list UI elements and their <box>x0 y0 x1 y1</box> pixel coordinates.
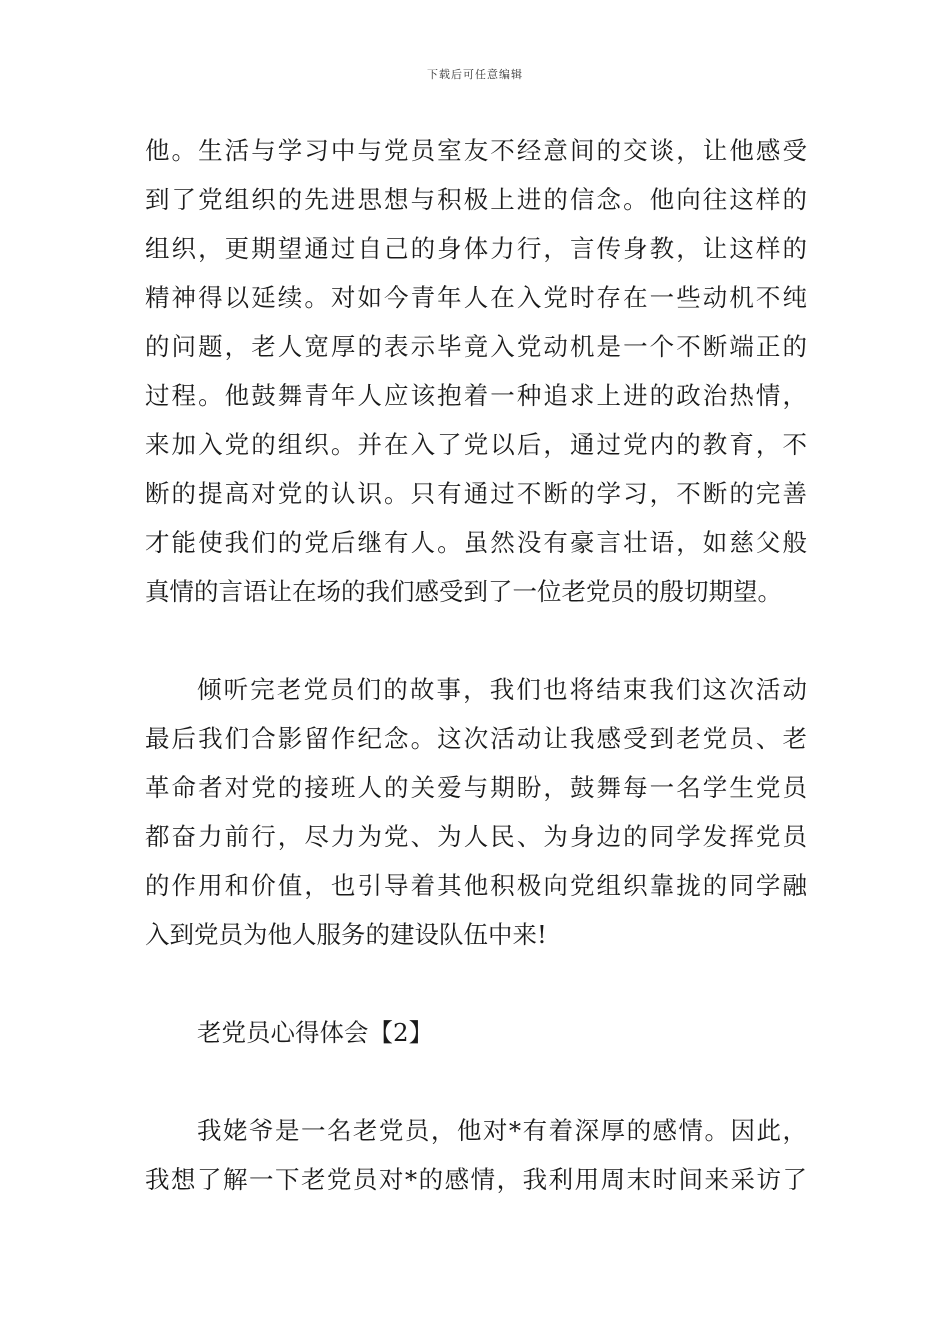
text-line: 我姥爷是一名老党员，他对*有着深厚的感情。因此， <box>197 1116 807 1145</box>
paragraph-1 <box>145 126 807 616</box>
section-heading <box>145 1008 807 1057</box>
text-line: 精神得以延续。对如今青年人在入党时存在一些动机不纯 <box>145 283 807 312</box>
text-line: 真情的言语让在场的我们感受到了一位老党员的殷切期望。 <box>145 577 782 606</box>
text-line: 入到党员为他人服务的建设队伍中来! <box>145 920 547 949</box>
paragraph-3 <box>145 1106 807 1204</box>
text-line: 最后我们合影留作纪念。这次活动让我感受到老党员、老 <box>145 724 807 753</box>
text-line: 过程。他鼓舞青年人应该抱着一种追求上进的政治热情， <box>145 381 807 410</box>
page-header: 下载后可任意编辑 <box>427 68 523 81</box>
text-line: 他。生活与学习中与党员室友不经意间的交谈，让他感受 <box>145 136 807 165</box>
paragraph-2 <box>145 665 807 959</box>
paragraph-gap <box>145 1057 807 1106</box>
text-line: 断的提高对党的认识。只有通过不断的学习，不断的完善 <box>145 479 807 508</box>
text-line: 倾听完老党员们的故事，我们也将结束我们这次活动 <box>197 675 807 704</box>
text-line: 都奋力前行，尽力为党、为人民、为身边的同学发挥党员 <box>145 822 807 851</box>
text-line: 来加入党的组织。并在入了党以后，通过党内的教育，不 <box>145 430 807 459</box>
text-line: 革命者对党的接班人的关爱与期盼，鼓舞每一名学生党员 <box>145 773 807 802</box>
text-line: 我想了解一下老党员对*的感情，我利用周末时间来采访了 <box>145 1165 807 1194</box>
paragraph-gap <box>145 959 807 1008</box>
text-line: 的作用和价值，也引导着其他积极向党组织靠拢的同学融 <box>145 871 807 900</box>
section-title: 老党员心得体会【2】 <box>197 1018 434 1047</box>
document-body <box>145 126 807 1204</box>
text-line: 组织，更期望通过自己的身体力行，言传身教，让这样的 <box>145 234 807 263</box>
text-line: 到了党组织的先进思想与积极上进的信念。他向往这样的 <box>145 185 807 214</box>
text-line: 的问题，老人宽厚的表示毕竟入党动机是一个不断端正的 <box>145 332 807 361</box>
text-line: 才能使我们的党后继有人。虽然没有豪言壮语，如慈父般 <box>145 528 807 557</box>
paragraph-gap <box>145 616 807 665</box>
